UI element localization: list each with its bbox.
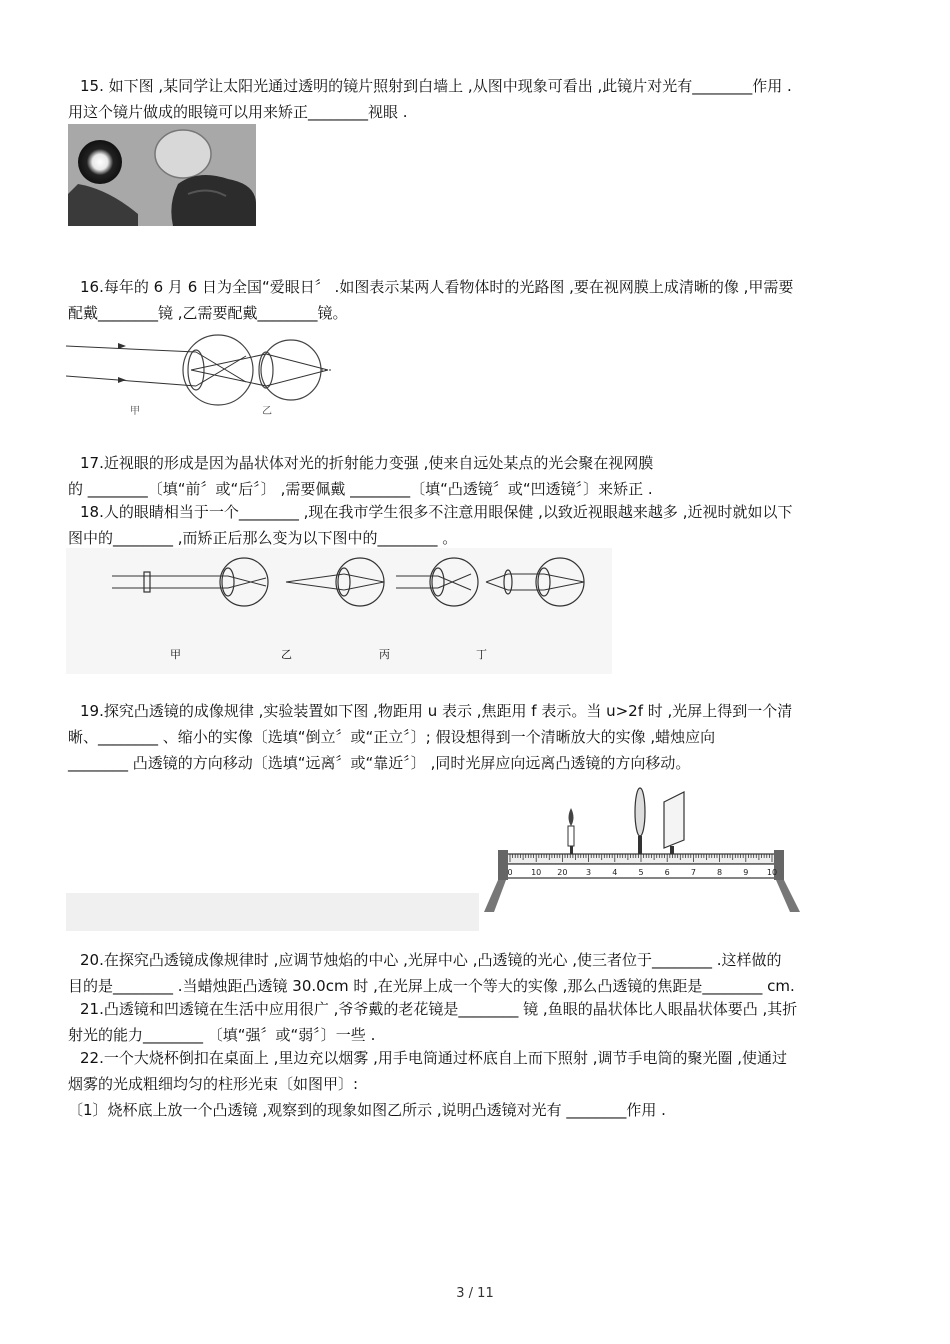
- ruler-tick-label: 8: [717, 868, 723, 877]
- page-number: 3 / 11: [456, 1286, 494, 1301]
- eye-diagram-a: [66, 335, 253, 405]
- eye-diagram-ding: [486, 558, 584, 606]
- q15-photo-lens-sunlight: [68, 124, 256, 226]
- ruler-tick-label: 20: [557, 868, 568, 877]
- q15-line2: 用这个镜片做成的眼镜可以用来矫正________视眼 .: [68, 103, 408, 121]
- ruler-tick-label: 9: [743, 868, 749, 877]
- ruler-tick-label: 0: [507, 868, 513, 877]
- q21-line1: 21.凸透镜和凹透镜在生活中应用很广 ,爷爷戴的老花镜是________ 镜 ,鱼眼的晶状体比人眼晶状体要凸 ,其折: [80, 1000, 798, 1018]
- q19-line1: 19.探究凸透镜的成像规律 ,实验装置如下图 ,物距用 u 表示 ,焦距用 f 表示。当 u>2f 时 ,光屏上得到一个清: [80, 702, 793, 720]
- fig-label-a: 甲: [130, 406, 140, 417]
- lens-icon: [635, 788, 645, 854]
- eye-diagram-bing: [396, 558, 478, 606]
- bright-spot-icon: [78, 140, 122, 184]
- q22-line3: 〔1〕烧杯底上放一个凸透镜 ,观察到的现象如图乙所示 ,说明凸透镜对光有 ________作用 .: [68, 1101, 666, 1119]
- q20-line2: 目的是________ .当蜡烛距凸透镜 30.0cm 时 ,在光屏上成一个等大的实像 ,那么凸透镜的焦距是________ cm.: [68, 977, 795, 995]
- ruler-tick-label: 5: [638, 868, 644, 877]
- label-yi: 乙: [281, 648, 292, 661]
- q22-line2: 烟雾的光成粗细均匀的柱形光束〔如图甲〕:: [68, 1075, 359, 1093]
- ruler-tick-label: 4: [612, 868, 618, 877]
- q16-line1: 16.每年的 6 月 6 日为全国“爱眼日〞 .如图表示某两人看物体时的光路图 ,要在视网膜上成清晰的像 ,甲需要: [80, 278, 794, 296]
- q22-line1: 22.一个大烧杯倒扣在桌面上 ,里边充以烟雾 ,用手电筒通过杯底自上而下照射 ,调节手电筒的聚光圈 ,使通过: [80, 1049, 788, 1067]
- q19-line3: ________ 凸透镜的方向移动〔选填“远离〞或“靠近〞〕 ,同时光屏应向远离凸透镜的方向移动。: [68, 754, 691, 772]
- label-ding: 丁: [476, 648, 487, 661]
- q19-line2: 晰、________ 、缩小的实像〔选填“倒立〞或“正立〞〕; 假设想得到一个清晰放大的实像 ,蜡烛应向: [68, 728, 716, 746]
- q19-gray-placeholder: [66, 893, 479, 931]
- lens-icon: [155, 130, 211, 178]
- q16-eye-light-paths: [66, 330, 336, 420]
- q18-line2: 图中的________ ,而矫正后那么变为以下图中的________ 。: [68, 529, 458, 547]
- q20-line1: 20.在探究凸透镜成像规律时 ,应调节烛焰的中心 ,光屏中心 ,凸透镜的光心 ,使三者位于________ .这样做的: [80, 951, 782, 969]
- q15-line1: 15. 如下图 ,某同学让太阳光通过透明的镜片照射到白墙上 ,从图中现象可看出 ,此镜片对光有________作用 .: [80, 77, 792, 95]
- screen-icon: [664, 792, 684, 854]
- q17-line1: 17.近视眼的形成是因为晶状体对光的折射能力变强 ,使来自远处某点的光会聚在视网膜: [80, 454, 654, 472]
- q18-figure: [66, 548, 612, 674]
- ruler-tick-label: 7: [690, 868, 696, 877]
- q17-line2: 的 ________〔填“前〞或“后〞〕 ,需要佩戴 ________〔填“凸透镜〞或“凹透镜〞〕来矫正 .: [68, 480, 653, 498]
- ruler-tick-label: 6: [664, 868, 670, 877]
- label-bing: 丙: [379, 648, 390, 661]
- eye-diagram-jia: [112, 558, 268, 606]
- fig-label-b: 乙: [262, 406, 272, 417]
- label-jia: 甲: [170, 648, 181, 661]
- q18-line1: 18.人的眼睛相当于一个________ ,现在我市学生很多不注意用眼保健 ,以致近视眼越来越多 ,近视时就如以下: [80, 503, 793, 521]
- ruler-tick-label: 3: [586, 868, 592, 877]
- q19-optical-bench: [480, 782, 805, 914]
- candle-icon: [568, 808, 574, 854]
- eye-diagram-yi: [286, 558, 384, 606]
- q16-line2: 配戴________镜 ,乙需要配戴________镜。: [68, 304, 348, 322]
- q21-line2: 射光的能力________ 〔填“强〞或“弱〞〕一些 .: [68, 1026, 376, 1044]
- ruler-tick-label: 10: [531, 868, 542, 877]
- ruler-tick-label: 10: [766, 868, 778, 877]
- eye-diagram-b: [191, 340, 332, 400]
